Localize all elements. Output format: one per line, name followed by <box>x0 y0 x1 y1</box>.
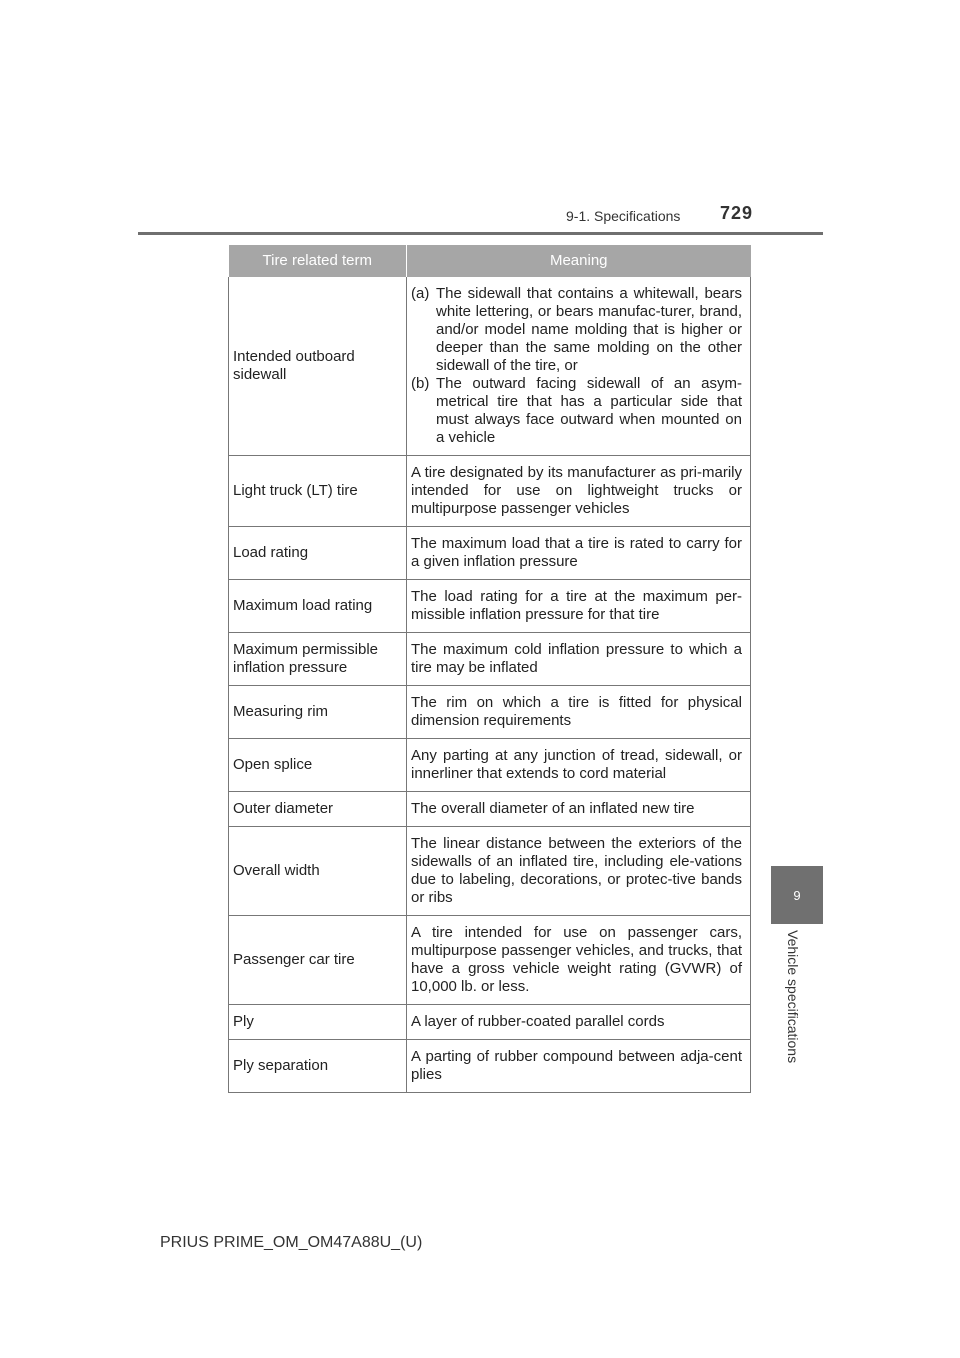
term-cell: Measuring rim <box>229 686 407 739</box>
header-divider <box>138 232 823 235</box>
sub-marker: (b) <box>411 375 430 392</box>
term-cell: Maximum permissible inflation pressure <box>229 633 407 686</box>
sub-text: The sidewall that contains a whitewall, bears white lettering, or bears manufac-turer, brand, and/or model name molding that is higher or deeper than the same molding on the other sidewall of the tire, or <box>436 285 742 374</box>
meaning-cell: The rim on which a tire is fitted for physical dimension requirements <box>407 686 751 739</box>
table-row <box>229 527 751 580</box>
meaning-cell: A tire intended for use on passenger cars, multipurpose passenger vehicles, and trucks, that have a gross vehicle weight rating (GVWR) of 10,000 lb. or less. <box>407 916 751 1005</box>
table-row <box>229 456 751 527</box>
meaning-cell: The overall diameter of an inflated new tire <box>407 792 751 827</box>
table-row <box>229 277 751 456</box>
meaning-cell: A parting of rubber compound between adja-cent plies <box>407 1040 751 1093</box>
table-row <box>229 792 751 827</box>
meaning-cell: The load rating for a tire at the maximum per-missible inflation pressure for that tire <box>407 580 751 633</box>
section-title: 9-1. Specifications <box>566 208 681 224</box>
meaning-cell: Any parting at any junction of tread, sidewall, or innerliner that extends to cord material <box>407 739 751 792</box>
table-row <box>229 633 751 686</box>
meaning-cell <box>407 277 751 456</box>
term-cell: Open splice <box>229 739 407 792</box>
term-cell: Passenger car tire <box>229 916 407 1005</box>
term-cell: Ply <box>229 1005 407 1040</box>
table-row <box>229 1005 751 1040</box>
term-cell: Load rating <box>229 527 407 580</box>
chapter-number: 9 <box>793 887 801 903</box>
term-cell: Maximum load rating <box>229 580 407 633</box>
table-row <box>229 686 751 739</box>
term-cell: Ply separation <box>229 1040 407 1093</box>
document-code: PRIUS PRIME_OM_OM47A88U_(U) <box>160 1234 423 1251</box>
term-cell: Outer diameter <box>229 792 407 827</box>
table-header-row <box>229 245 751 277</box>
table-row <box>229 827 751 916</box>
meaning-cell: A tire designated by its manufacturer as pri-marily intended for use on lightweight trucks or multipurpose passenger vehicles <box>407 456 751 527</box>
meaning-cell: A layer of rubber-coated parallel cords <box>407 1005 751 1040</box>
meaning-cell: The maximum load that a tire is rated to carry for a given inflation pressure <box>407 527 751 580</box>
chapter-tab[interactable] <box>771 866 823 924</box>
table-row <box>229 580 751 633</box>
table-row <box>229 739 751 792</box>
meaning-cell: The maximum cold inflation pressure to which a tire may be inflated <box>407 633 751 686</box>
meaning-cell: The linear distance between the exteriors of the sidewalls of an inflated tire, including ele-vations due to labeling, decorations, or protec-tive bands or ribs <box>407 827 751 916</box>
tire-terms-table <box>228 245 751 1093</box>
sub-marker: (a) <box>411 285 430 302</box>
sub-text: The outward facing sidewall of an asym-metrical tire that has a particular side that must always face outward when mounted on a vehicle <box>436 375 742 446</box>
page-number: 729 <box>720 203 754 223</box>
column-header-meaning: Meaning <box>407 245 751 277</box>
term-cell: Overall width <box>229 827 407 916</box>
term-cell: Intended outboard sidewall <box>229 277 407 456</box>
term-cell: Light truck (LT) tire <box>229 456 407 527</box>
table-row <box>229 916 751 1005</box>
sub-item-b <box>411 375 742 447</box>
sub-item-a <box>411 285 742 375</box>
table-row <box>229 1040 751 1093</box>
chapter-label: Vehicle specifications <box>785 930 801 1064</box>
column-header-term: Tire related term <box>229 245 407 277</box>
